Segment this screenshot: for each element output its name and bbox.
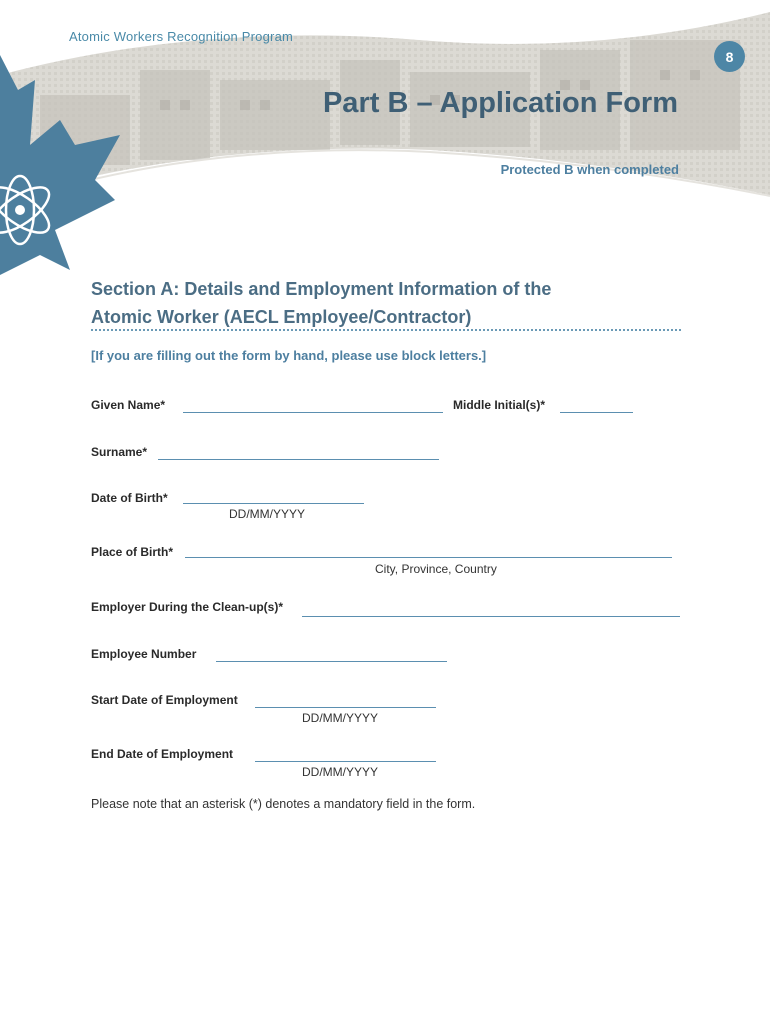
protected-notice: Protected B when completed: [500, 162, 679, 177]
section-title: [91, 275, 691, 331]
place-of-birth-hint: City, Province, Country: [375, 562, 497, 576]
place-of-birth-label: Place of Birth*: [91, 545, 174, 559]
page-number-badge: 8: [714, 41, 745, 72]
surname-field[interactable]: [158, 459, 439, 460]
program-name: Atomic Workers Recognition Program: [69, 29, 294, 44]
employee-number-label: Employee Number: [91, 647, 197, 661]
date-of-birth-field[interactable]: [183, 503, 364, 504]
section-divider: [91, 329, 681, 331]
start-date-label: Start Date of Employment: [91, 693, 238, 707]
section-title-line2: Atomic Worker (AECL Employee/Contractor): [91, 307, 472, 327]
given-name-label: Given Name*: [91, 398, 166, 412]
date-of-birth-hint: DD/MM/YYYY: [229, 507, 306, 521]
surname-label: Surname*: [91, 445, 148, 459]
page-title: Part B – Application Form: [322, 87, 678, 119]
maple-leaf-atom-logo: [0, 50, 130, 275]
middle-initial-label: Middle Initial(s)*: [453, 398, 546, 412]
middle-initial-field[interactable]: [560, 412, 633, 413]
date-of-birth-label: Date of Birth*: [91, 491, 168, 505]
end-date-field[interactable]: [255, 761, 436, 762]
employer-field[interactable]: [302, 616, 680, 617]
start-date-field[interactable]: [255, 707, 436, 708]
end-date-hint: DD/MM/YYYY: [302, 765, 379, 779]
end-date-label: End Date of Employment: [91, 747, 234, 761]
section-title-line1: Section A: Details and Employment Information of the: [91, 279, 552, 299]
block-letters-note: [If you are filling out the form by hand, please use block letters.]: [91, 348, 487, 363]
given-name-field[interactable]: [183, 412, 443, 413]
employer-label: Employer During the Clean-up(s)*: [91, 600, 284, 614]
employee-number-field[interactable]: [216, 661, 447, 662]
mandatory-footnote: Please note that an asterisk (*) denotes a mandatory field in the form.: [91, 797, 476, 811]
start-date-hint: DD/MM/YYYY: [302, 711, 379, 725]
place-of-birth-field[interactable]: [185, 557, 672, 558]
